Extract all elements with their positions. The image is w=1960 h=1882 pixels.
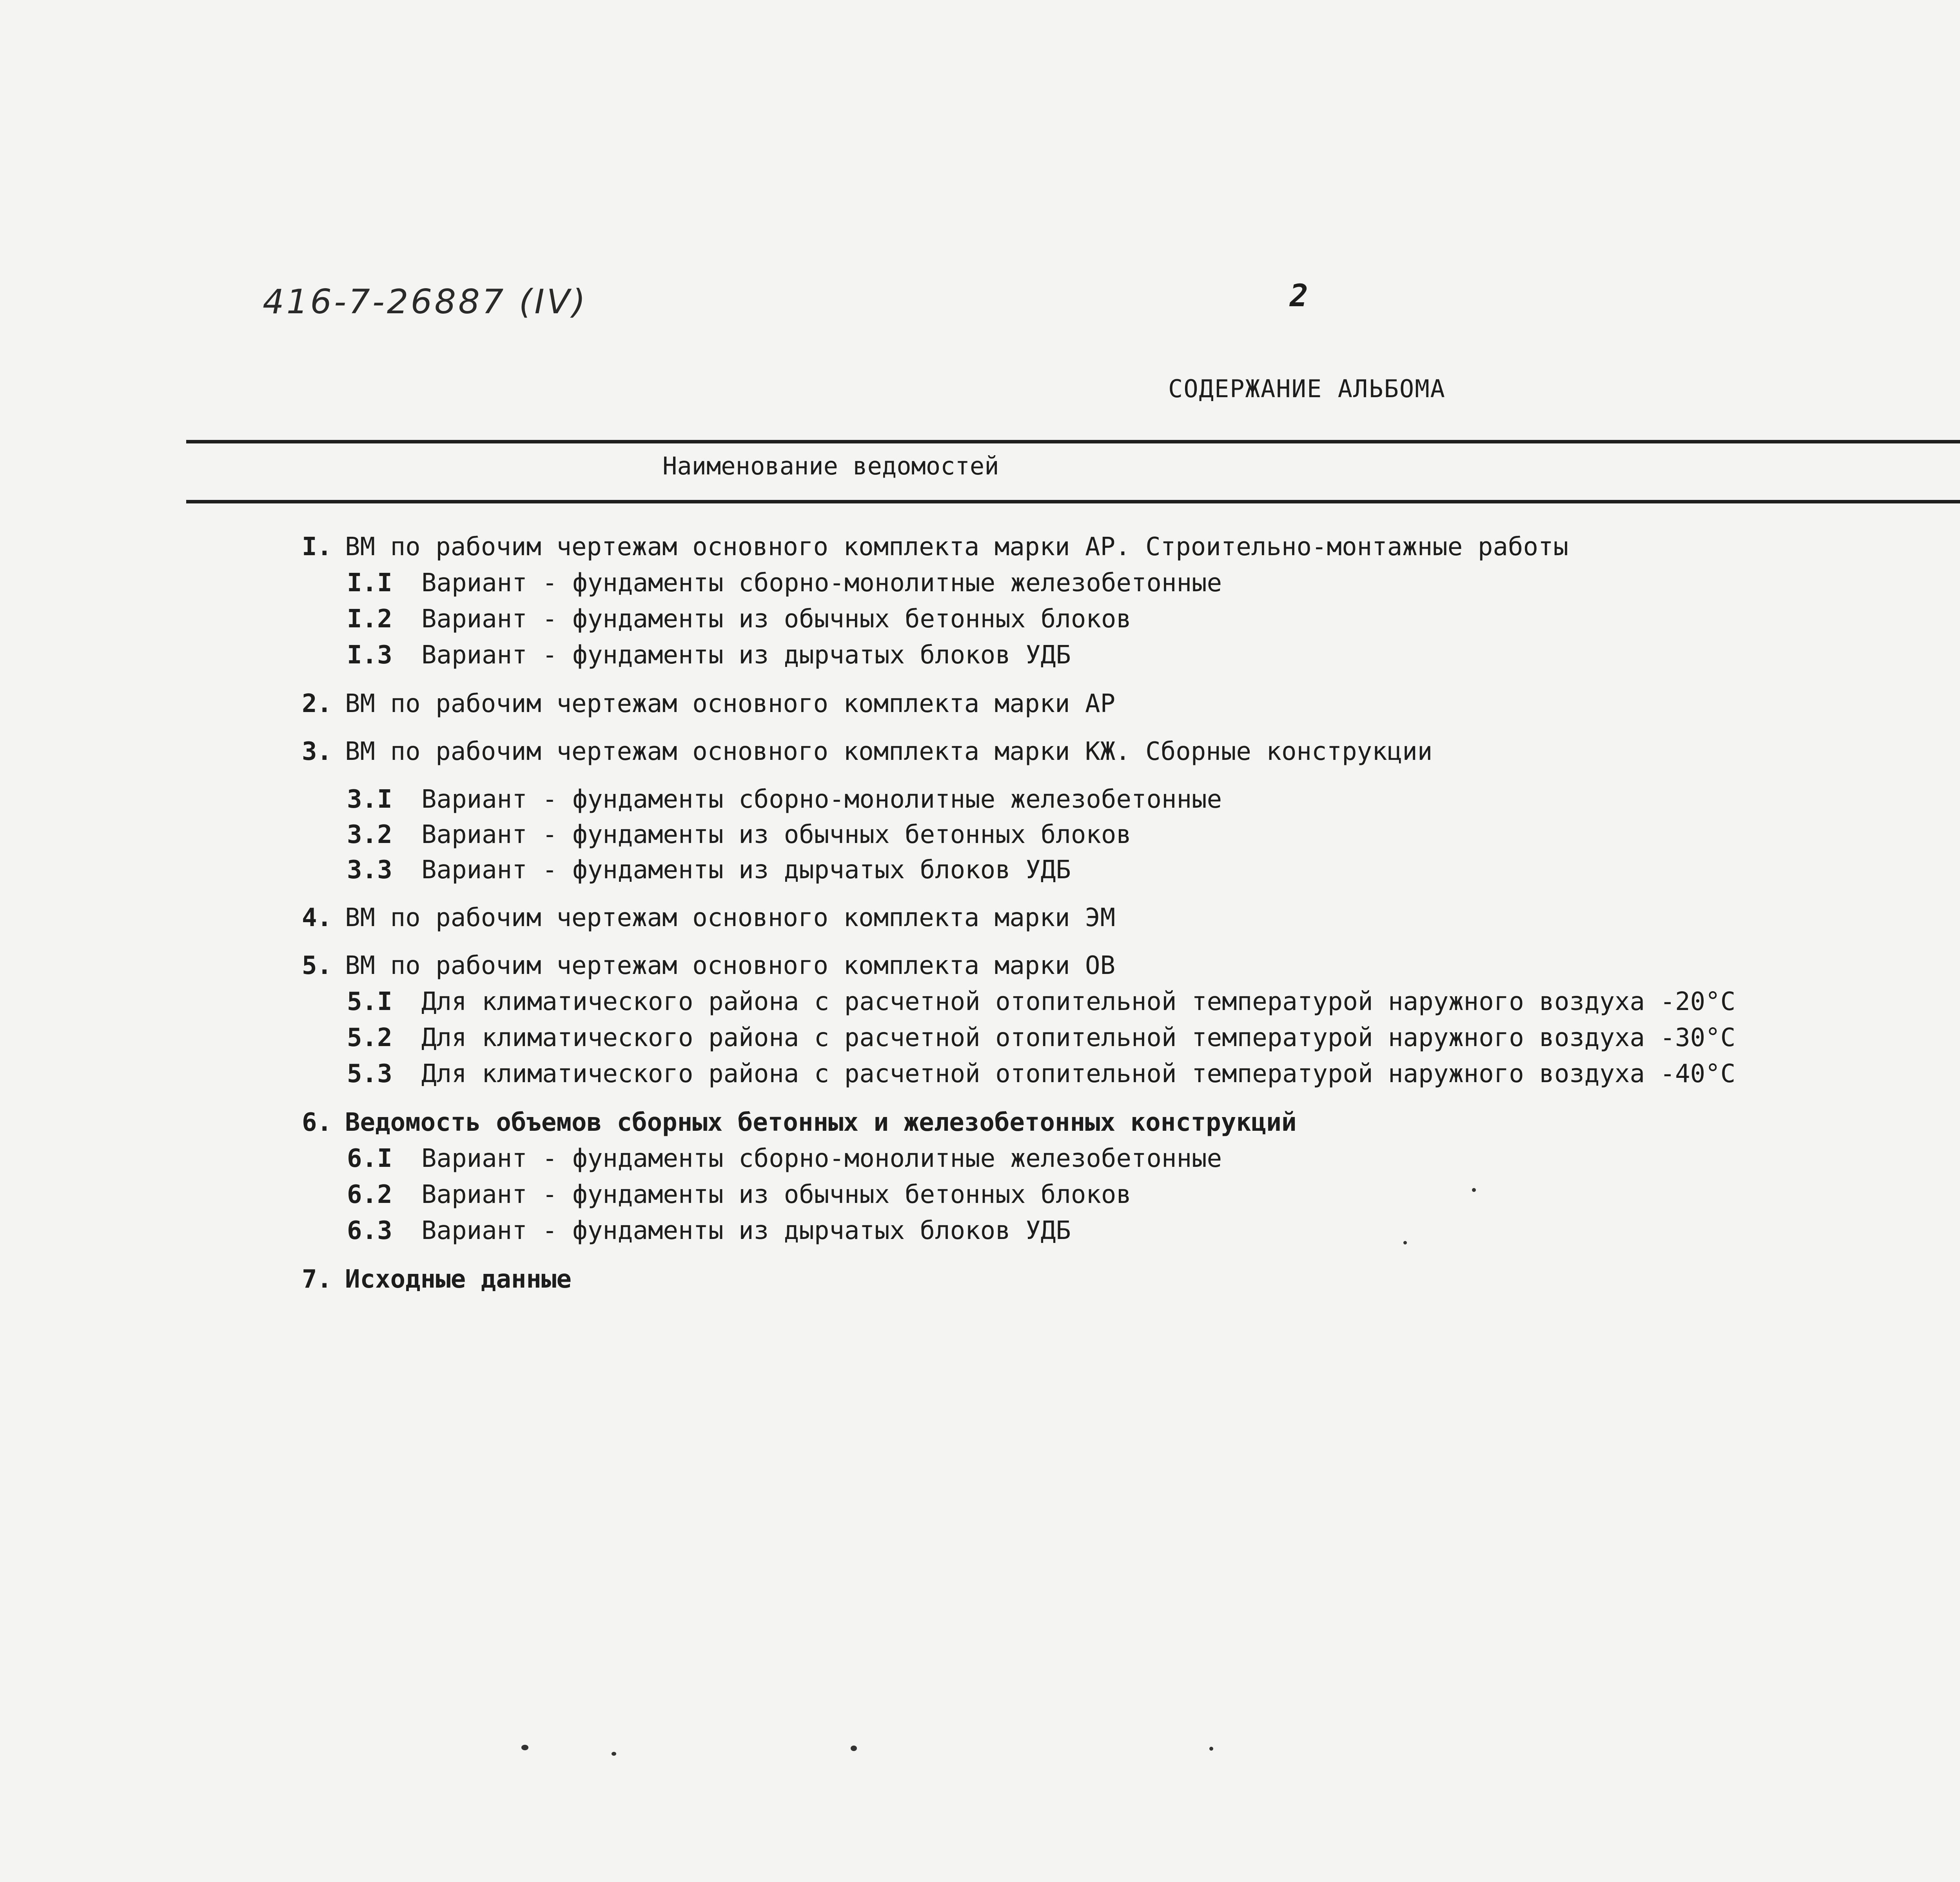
document-code: 416-7-26887 (IV) (263, 282, 588, 322)
toc-text: Вариант - фундаменты сборно-монолитные железобетонные (421, 569, 1222, 598)
toc-text: ВМ по рабочим чертежам основного комплекта марки КЖ. Сборные конструкции (345, 737, 1433, 766)
toc-number: I. (302, 532, 332, 561)
toc-text: Вариант - фундаменты сборно-монолитные железобетонные (421, 1144, 1222, 1173)
toc-text: Вариант - фундаменты из обычных бетонных блоков (421, 1180, 1131, 1209)
toc-number: 3. (302, 737, 332, 766)
toc-number: 3.I (347, 785, 392, 814)
toc-number: 6.2 (347, 1180, 392, 1209)
toc-row (0, 785, 1960, 820)
toc-row (0, 1216, 1960, 1252)
toc-text: Вариант - фундаменты из обычных бетонных блоков (421, 820, 1131, 849)
toc-number: 6. (302, 1108, 332, 1137)
toc-row (0, 605, 1960, 640)
toc-number: 4. (302, 903, 332, 932)
toc-row (0, 1023, 1960, 1059)
toc-number: I.3 (347, 641, 392, 670)
table-top-rule (186, 440, 1960, 443)
toc-text: Для климатического района с расчетной отопительной температурой наружного воздуха -20°С (421, 987, 1736, 1016)
album-title: СОДЕРЖАНИЕ АЛЬБОМА (1168, 374, 1446, 403)
toc-text: ВМ по рабочим чертежам основного комплекта марки ОВ (345, 951, 1116, 980)
toc-text: Для климатического района с расчетной отопительной температурой наружного воздуха -30°С (421, 1023, 1736, 1052)
toc-row (0, 1265, 1960, 1300)
toc-number: 3.2 (347, 820, 392, 849)
toc-row (0, 532, 1960, 568)
scan-speck (851, 1746, 857, 1751)
toc-row (0, 737, 1960, 772)
toc-number: I.I (347, 569, 392, 598)
toc-row (0, 951, 1960, 986)
scan-speck (1472, 1188, 1476, 1192)
toc-text: Исходные данные (345, 1265, 572, 1294)
toc-row (0, 856, 1960, 891)
toc-row (0, 1059, 1960, 1095)
toc-number: I.2 (347, 605, 392, 634)
toc-row (0, 569, 1960, 604)
toc-text: ВМ по рабочим чертежам основного комплекта марки АР (345, 689, 1116, 718)
toc-number: 5. (302, 951, 332, 980)
toc-text: Вариант - фундаменты из дырчатых блоков УДБ (421, 641, 1071, 670)
toc-number: 5.I (347, 987, 392, 1016)
toc-number: 6.3 (347, 1216, 392, 1245)
toc-row (0, 820, 1960, 856)
toc-text: Для климатического района с расчетной отопительной температурой наружного воздуха -40°С (421, 1059, 1736, 1088)
toc-row (0, 1108, 1960, 1143)
toc-text: ВМ по рабочим чертежам основного комплекта марки АР. Строительно-монтажные работы (345, 532, 1569, 561)
column-header-name: Наименование ведомостей (662, 452, 999, 480)
scan-speck (521, 1745, 528, 1750)
toc-number: 2. (302, 689, 332, 718)
toc-number: 3.3 (347, 856, 392, 885)
toc-row (0, 903, 1960, 939)
scan-speck (612, 1752, 616, 1756)
toc-number: 5.3 (347, 1059, 392, 1088)
toc-row (0, 689, 1960, 725)
toc-number: 7. (302, 1265, 332, 1294)
toc-row (0, 641, 1960, 676)
toc-number: 6.I (347, 1144, 392, 1173)
scan-speck (1403, 1241, 1407, 1244)
table-header-rule (186, 500, 1960, 503)
page-number: 2 (1290, 278, 1308, 314)
scan-speck (1209, 1747, 1213, 1751)
toc-text: Ведомость объемов сборных бетонных и железобетонных конструкций (345, 1108, 1297, 1137)
toc-row (0, 987, 1960, 1023)
toc-number: 5.2 (347, 1023, 392, 1052)
toc-text: Вариант - фундаменты из дырчатых блоков УДБ (421, 1216, 1071, 1245)
toc-row (0, 1144, 1960, 1179)
toc-row (0, 1180, 1960, 1215)
toc-text: Вариант - фундаменты сборно-монолитные железобетонные (421, 785, 1222, 814)
toc-text: Вариант - фундаменты из дырчатых блоков УДБ (421, 856, 1071, 885)
toc-text: Вариант - фундаменты из обычных бетонных блоков (421, 605, 1131, 634)
toc-text: ВМ по рабочим чертежам основного комплекта марки ЭМ (345, 903, 1116, 932)
